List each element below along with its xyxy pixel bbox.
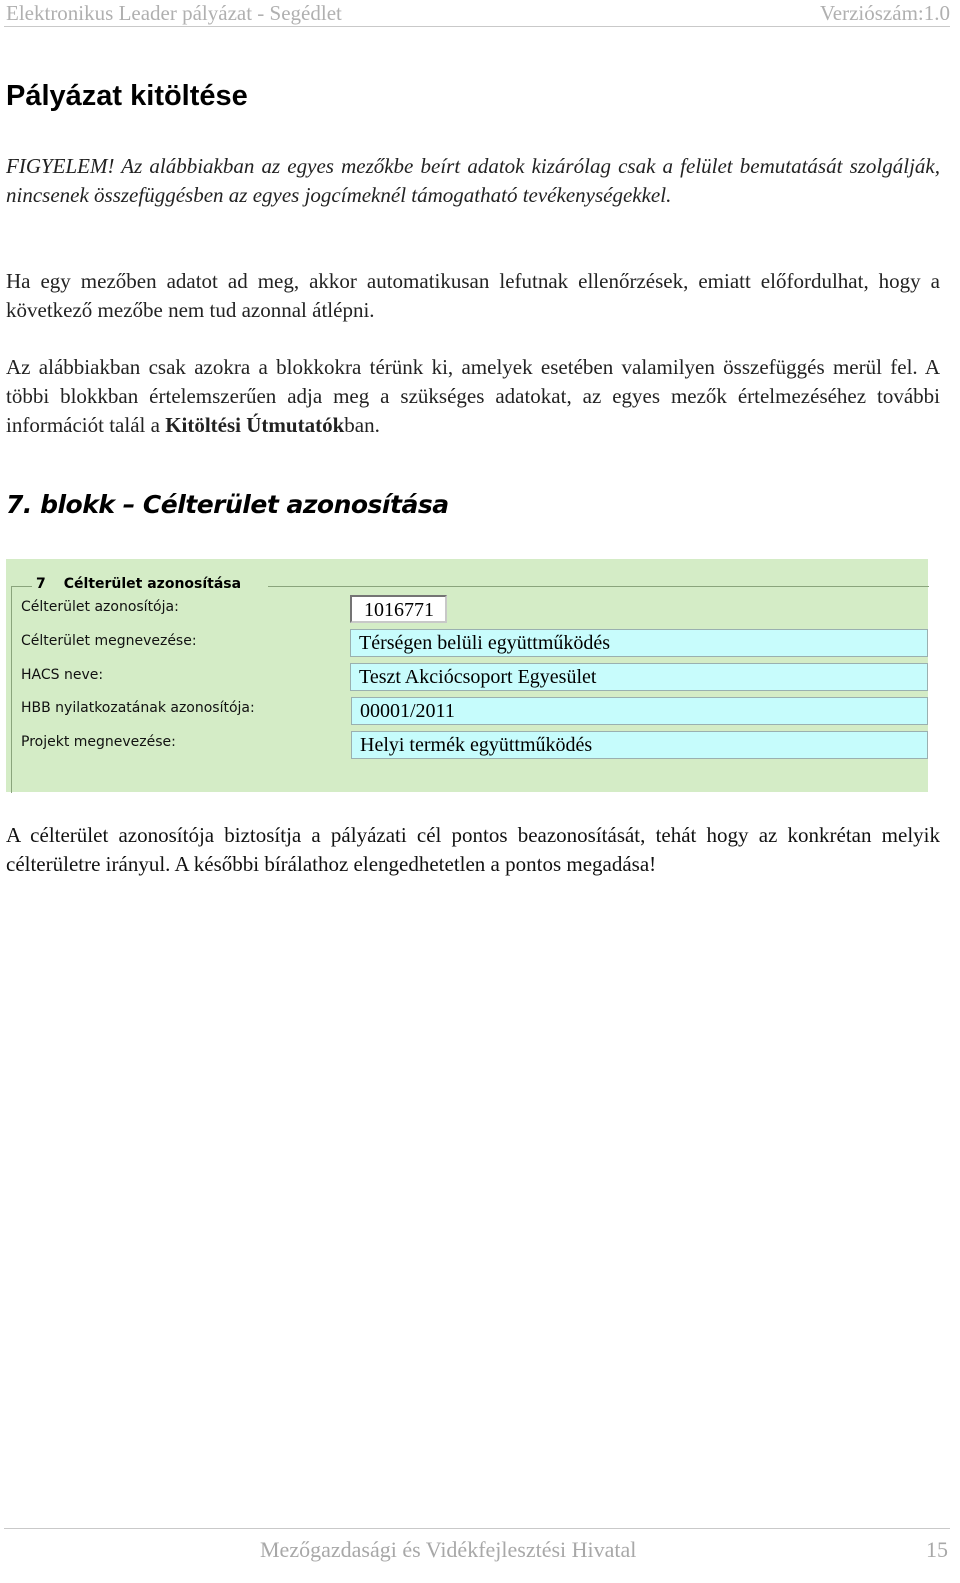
header-title: Elektronikus Leader pályázat - Segédlet	[6, 1, 342, 25]
form-section-label: Célterület azonosítása	[63, 576, 242, 592]
footer-organization: Mezőgazdasági és Vidékfejlesztési Hivatal	[260, 1537, 637, 1562]
info-paragraph-2-text: Az alábbiakban csak azokra a blokkokra térünk ki, amelyek esetében valamilyen összefüggés merül fel. A többi blokkban értelemszerűen adja meg a szükséges adatokat, az egyes mezők értelmezéséhez további információt talál a	[6, 355, 940, 437]
field-label-hacs-name: HACS neve:	[21, 667, 104, 683]
form-section-title	[36, 576, 241, 592]
field-label-project-name: Projekt megnevezése:	[21, 734, 176, 750]
info-paragraph-1: Ha egy mezőben adatot ad meg, akkor automatikusan lefutnak ellenőrzések, emiatt előfordulhat, hogy a következő mezőbe nem tud azonnal átlépni.	[6, 269, 940, 322]
info-paragraph-2-suffix: ban.	[344, 413, 380, 437]
page-number: 15	[926, 1537, 948, 1562]
page-header	[4, 0, 950, 27]
hbb-statement-id-field[interactable]: 00001/2011	[351, 697, 928, 725]
info-paragraph-2	[6, 353, 940, 440]
hacs-name-field[interactable]: Teszt Akciócsoport Egyesület	[350, 663, 928, 691]
field-label-target-area-name: Célterület megnevezése:	[21, 633, 197, 649]
form-screenshot	[6, 559, 928, 792]
project-name-field[interactable]: Helyi termék együttműködés	[351, 731, 928, 759]
page-footer	[4, 1528, 950, 1562]
form-section-number: 7	[36, 576, 46, 592]
header-version: Verziószám:1.0	[819, 1, 950, 25]
target-area-name-field[interactable]: Térségen belüli együttműködés	[350, 629, 928, 657]
page-title: Pályázat kitöltése	[6, 80, 248, 112]
block-heading: 7. blokk – Célterület azonosítása	[6, 490, 449, 519]
field-label-target-area-id: Célterület azonosítója:	[21, 599, 179, 615]
field-label-hbb-statement-id: HBB nyilatkozatának azonosítója:	[21, 700, 255, 716]
guide-reference: Kitöltési Útmutatók	[165, 413, 345, 437]
target-area-id-field[interactable]: 1016771	[350, 595, 447, 623]
explanation-paragraph: A célterület azonosítója biztosítja a pályázati cél pontos beazonosítását, tehát hogy az konkrétan melyik célterületre irányul. A későbbi bírálathoz elengedhetetlen a pontos megadása!	[6, 823, 940, 876]
warning-paragraph: FIGYELEM! Az alábbiakban az egyes mezőkbe beírt adatok kizárólag csak a felület bemutatását szolgálják, nincsenek összefüggésben az egyes jogcímeknél támogatható tevékenységekkel.	[6, 154, 940, 207]
